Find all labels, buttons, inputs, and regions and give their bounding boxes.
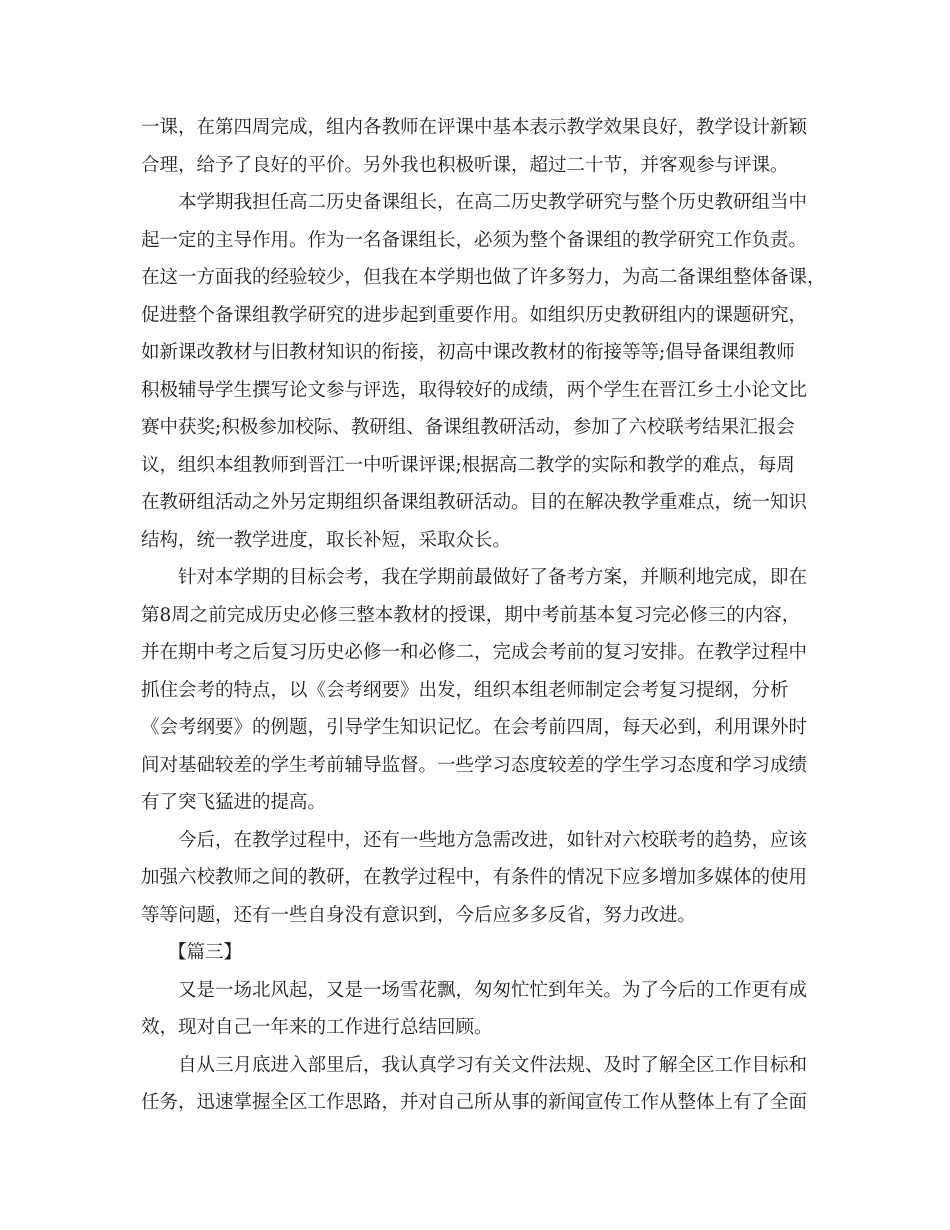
body-text-line: 自从三月底进入部里后，我认真学习有关文件法规、及时了解全区工作目标和 <box>178 1055 808 1076</box>
body-text-line: 本学期我担任高二历史备课组长，在高二历史教学研究与整个历史教研组当中 <box>178 192 808 213</box>
section-heading: 【篇三】 <box>168 942 243 963</box>
body-text-line: 一课，在第四周完成，组内各教师在评课中基本表示教学效果良好，教学设计新颖 <box>141 117 808 138</box>
body-text-line: 合理，给予了良好的平价。另外我也积极听课，超过二十节，并客观参与评课。 <box>141 155 789 176</box>
body-text-line: 积极辅导学生撰写论文参与评选，取得较好的成绩，两个学生在晋江乡土小论文比 <box>141 380 808 401</box>
body-text-line: 起一定的主导作用。作为一名备课组长，必须为整个备课组的教学研究工作负责。 <box>141 230 808 251</box>
body-text-line: 针对本学期的目标会考，我在学期前最做好了备考方案，并顺利地完成，即在 <box>178 567 808 588</box>
body-text-line: 又是一场北风起，又是一场雪花飘，匆匆忙忙到年关。为了今后的工作更有成 <box>178 980 808 1001</box>
body-text-line: 间对基础较差的学生考前辅导监督。一些学习态度较差的学生学习态度和学习成绩 <box>141 755 808 776</box>
body-text-line: 任务，迅速掌握全区工作思路，并对自己所从事的新闻宣传工作从整体上有了全面 <box>141 1092 808 1113</box>
body-text-line: 今后，在教学过程中，还有一些地方急需改进，如针对六校联考的趋势，应该 <box>178 830 808 851</box>
body-text-line: 第8周之前完成历史必修三整本教材的授课，期中考前基本复习完必修三的内容， <box>141 605 801 626</box>
body-text-line: 等等问题，还有一些自身没有意识到，今后应多多反省，努力改进。 <box>141 905 697 926</box>
body-text-line: 《会考纲要》的例题，引导学生知识记忆。在会考前四周，每天必到，利用课外时 <box>141 717 808 738</box>
body-text-line: 效，现对自己一年来的工作进行总结回顾。 <box>141 1017 493 1038</box>
body-text-line: 并在期中考之后复习历史必修一和必修二，完成会考前的复习安排。在教学过程中 <box>141 642 808 663</box>
body-text-line: 在这一方面我的经验较少，但我在本学期也做了许多努力，为高二备课组整体备课， <box>141 267 826 288</box>
body-text-line: 如新课改教材与旧教材知识的衔接，初高中课改教材的衔接等等;倡导备课组教师 <box>141 342 795 363</box>
body-text-line: 加强六校教师之间的教研，在教学过程中，有条件的情况下应多增加多媒体的使用 <box>141 867 808 888</box>
body-text-line: 结构，统一教学进度，取长补短，采取众长。 <box>141 530 512 551</box>
body-text-line: 赛中获奖;积极参加校际、教研组、备课组教研活动，参加了六校联考结果汇报会 <box>141 417 795 438</box>
body-text-line: 议，组织本组教师到晋江一中听课评课;根据高二教学的实际和教学的难点，每周 <box>141 455 795 476</box>
body-text-line: 在教研组活动之外另定期组织备课组教研活动。目的在解决教学重难点，统一知识 <box>141 492 808 513</box>
body-text-line: 促进整个备课组教学研究的进步起到重要作用。如组织历史教研组内的课题研究， <box>141 305 808 326</box>
body-text-line: 有了突飞猛进的提高。 <box>141 792 327 813</box>
body-text-line: 抓住会考的特点，以《会考纲要》出发，组织本组老师制定会考复习提纲，分析 <box>141 680 789 701</box>
